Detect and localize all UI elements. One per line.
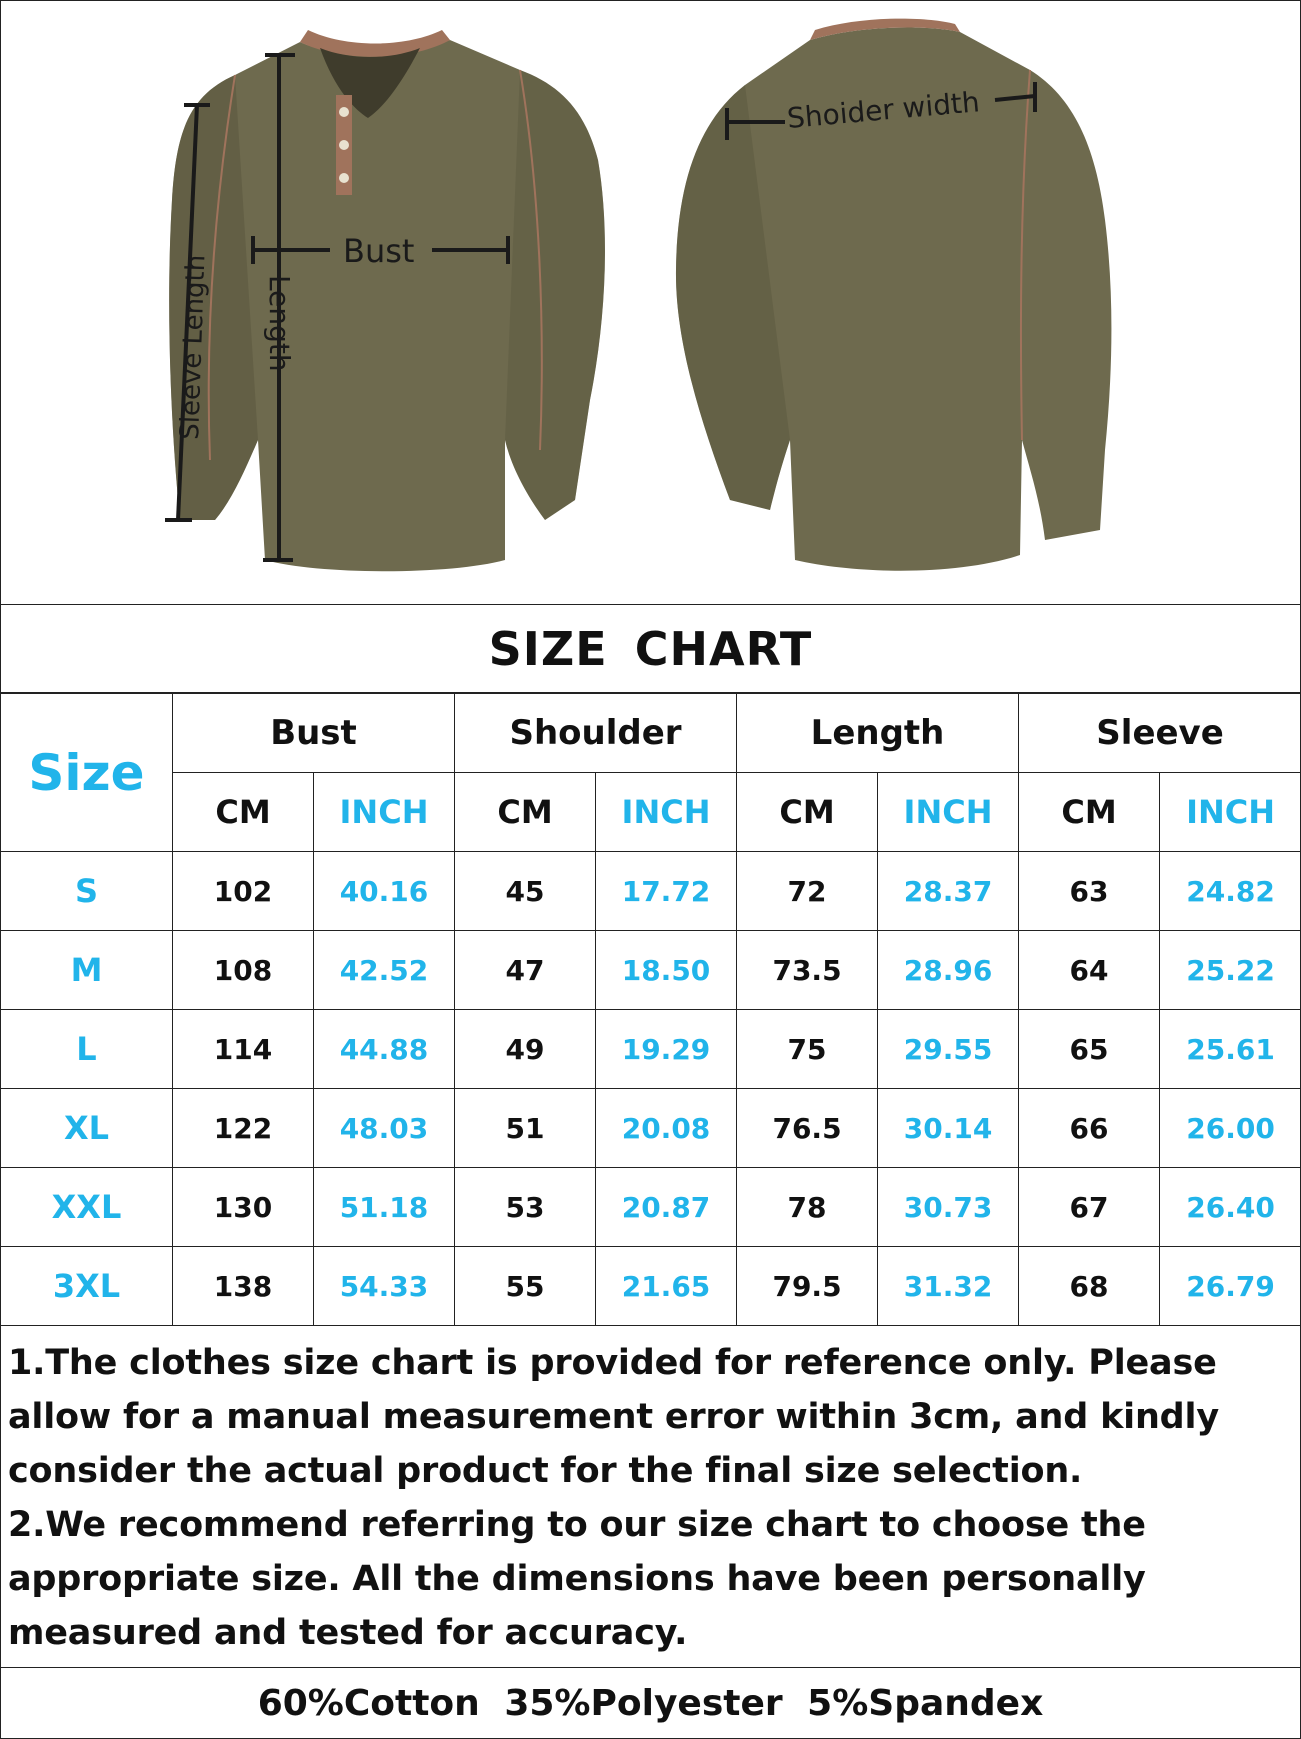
table-cell: 40.16 [314, 852, 455, 931]
size-label: L [1, 1010, 173, 1089]
unit-header: CM [455, 773, 596, 852]
table-cell: 26.79 [1160, 1247, 1301, 1326]
table-cell: 75 [737, 1010, 878, 1089]
table-cell: 21.65 [596, 1247, 737, 1326]
unit-header: INCH [596, 773, 737, 852]
size-notes [8, 1336, 1293, 1660]
table-cell: 68 [1019, 1247, 1160, 1326]
table-row [1, 1247, 1301, 1326]
table-cell: 65 [1019, 1010, 1160, 1089]
table-cell: 45 [455, 852, 596, 931]
table-cell: 53 [455, 1168, 596, 1247]
table-cell: 25.22 [1160, 931, 1301, 1010]
bust-label: Bust [343, 232, 415, 270]
size-label: S [1, 852, 173, 931]
table-cell: 72 [737, 852, 878, 931]
table-cell: 47 [455, 931, 596, 1010]
table-cell: 79.5 [737, 1247, 878, 1326]
table-row [1, 1089, 1301, 1168]
table-cell: 29.55 [878, 1010, 1019, 1089]
shoulder-width-label: Shoider width [785, 85, 981, 135]
table-cell: 28.96 [878, 931, 1019, 1010]
unit-header: INCH [1160, 773, 1301, 852]
table-row [1, 1010, 1301, 1089]
table-cell: 76.5 [737, 1089, 878, 1168]
table-cell: 51.18 [314, 1168, 455, 1247]
unit-header: CM [737, 773, 878, 852]
table-cell: 25.61 [1160, 1010, 1301, 1089]
table-cell: 114 [173, 1010, 314, 1089]
table-cell: 51 [455, 1089, 596, 1168]
table-cell: 78 [737, 1168, 878, 1247]
size-table [0, 693, 1301, 1326]
table-cell: 30.14 [878, 1089, 1019, 1168]
table-cell: 17.72 [596, 852, 737, 931]
table-row [1, 931, 1301, 1010]
table-cell: 19.29 [596, 1010, 737, 1089]
unit-header: CM [1019, 773, 1160, 852]
table-cell: 44.88 [314, 1010, 455, 1089]
table-cell: 67 [1019, 1168, 1160, 1247]
table-cell: 18.50 [596, 931, 737, 1010]
size-label: XL [1, 1089, 173, 1168]
size-label: 3XL [1, 1247, 173, 1326]
size-chart-title: SIZE CHART [0, 605, 1301, 693]
group-header-bust: Bust [173, 694, 455, 773]
table-cell: 102 [173, 852, 314, 931]
fabric-composition: 60%Cotton 35%Polyester 5%Spandex [0, 1667, 1301, 1739]
front-shirt [169, 30, 605, 571]
table-cell: 138 [173, 1247, 314, 1326]
table-cell: 73.5 [737, 931, 878, 1010]
table-cell: 48.03 [314, 1089, 455, 1168]
table-cell: 63 [1019, 852, 1160, 931]
group-header-sleeve: Sleeve [1019, 694, 1301, 773]
shirt-illustration [0, 0, 1301, 605]
table-cell: 55 [455, 1247, 596, 1326]
table-cell: 108 [173, 931, 314, 1010]
group-header-shoulder: Shoulder [455, 694, 737, 773]
unit-header: INCH [314, 773, 455, 852]
unit-header-row [1, 773, 1301, 852]
table-cell: 30.73 [878, 1168, 1019, 1247]
table-cell: 20.87 [596, 1168, 737, 1247]
table-row [1, 1168, 1301, 1247]
table-row [1, 852, 1301, 931]
size-label: M [1, 931, 173, 1010]
table-cell: 122 [173, 1089, 314, 1168]
group-header-length: Length [737, 694, 1019, 773]
table-cell: 66 [1019, 1089, 1160, 1168]
table-cell: 130 [173, 1168, 314, 1247]
table-cell: 26.40 [1160, 1168, 1301, 1247]
size-header: Size [1, 694, 173, 852]
table-cell: 42.52 [314, 931, 455, 1010]
table-cell: 49 [455, 1010, 596, 1089]
table-cell: 24.82 [1160, 852, 1301, 931]
table-cell: 28.37 [878, 852, 1019, 931]
table-cell: 20.08 [596, 1089, 737, 1168]
unit-header: CM [173, 773, 314, 852]
sleeve-length-label: Sleeve Length [175, 254, 212, 441]
table-cell: 54.33 [314, 1247, 455, 1326]
length-label: Length [263, 275, 296, 372]
product-photo [0, 0, 1301, 605]
table-cell: 26.00 [1160, 1089, 1301, 1168]
group-header-row [1, 694, 1301, 773]
note-2: 2.We recommend referring to our size chart to choose the appropriate size. All the dimensions have been personally measured and tested for accuracy. [8, 1505, 1146, 1653]
table-cell: 31.32 [878, 1247, 1019, 1326]
size-label: XXL [1, 1168, 173, 1247]
unit-header: INCH [878, 773, 1019, 852]
note-1: 1.The clothes size chart is provided for reference only. Please allow for a manual measurement error within 3cm, and kindly consider the actual product for the final size selection. [8, 1343, 1219, 1491]
table-cell: 64 [1019, 931, 1160, 1010]
